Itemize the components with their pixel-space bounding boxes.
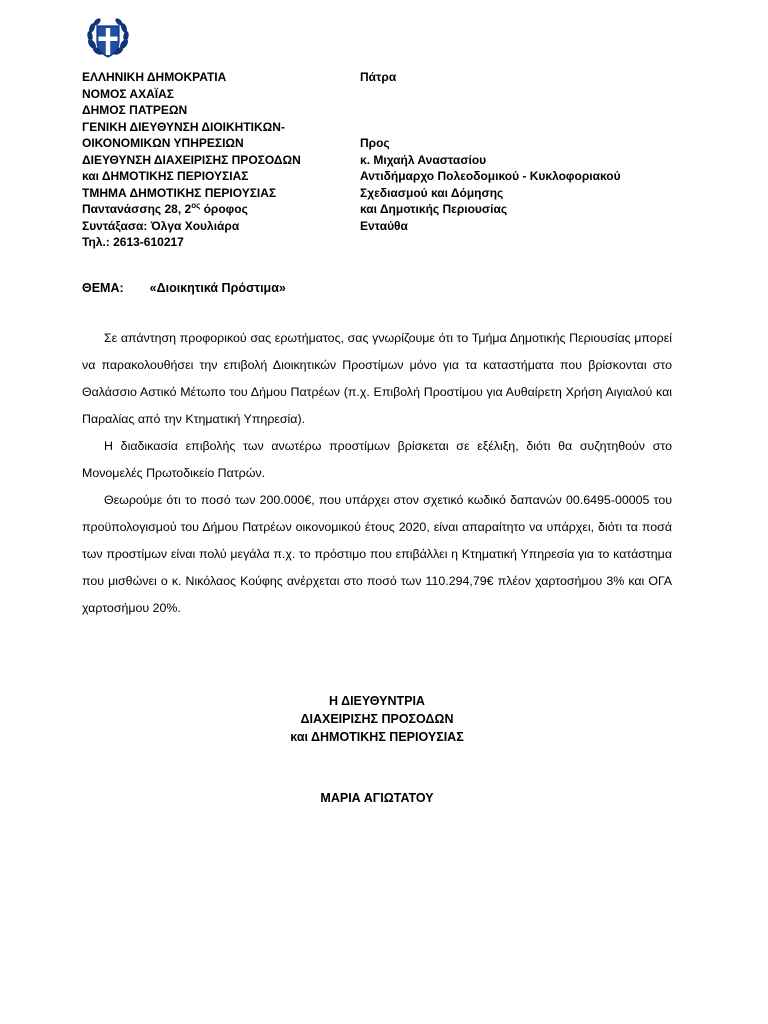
phone-line: Τηλ.: 2613-610217	[82, 235, 184, 249]
letter-body	[82, 325, 672, 622]
header-line: ΓΕΝΙΚΗ ΔΙΕΥΘΥΝΣΗ ΔΙΟΙΚΗΤΙΚΩΝ-	[82, 119, 285, 134]
sender-header	[82, 69, 352, 251]
coat-of-arms-icon	[84, 14, 132, 62]
recipient-header	[360, 69, 680, 234]
header-line: ΔΗΜΟΣ ΠΑΤΡΕΩΝ	[82, 103, 188, 117]
header-line: ΤΜΗΜΑ ΔΗΜΟΤΙΚΗΣ ΠΕΡΙΟΥΣΙΑΣ	[82, 185, 277, 200]
body-paragraph: Η διαδικασία επιβολής των ανωτέρω προστίμων βρίσκεται σε εξέλιξη, διότι θα συζητηθούν στο Μονομελές Πρωτοδικείο Πατρών.	[82, 439, 672, 480]
subject-line	[82, 281, 286, 295]
body-paragraph: Σε απάντηση προφορικού σας ερωτήματος, σας γνωρίζουμε ότι το Τμήμα Δημοτικής Περιουσίας μπορεί να παρακολουθήσει την επιβολή Διοικητικών Προστίμων μόνο για τα καταστήματα που βρίσκονται στο Θαλάσσιο Αστικό Μέτωπο του Δήμου Πατρέων (π.χ. Επιβολή Προστίμου για Αυθαίρετη Χρήση Αιγιαλού και Παραλίας από την Κτηματική Υπηρεσία).	[82, 331, 672, 426]
header-line: ΔΙΕΥΘΥΝΣΗ ΔΙΑΧΕΙΡΙΣΗΣ ΠΡΟΣΟΔΩΝ	[82, 152, 301, 167]
recipient-line: Σχεδιασμού και Δόμησης	[360, 185, 504, 200]
recipient-line: κ. Μιχαήλ Αναστασίου	[360, 152, 487, 167]
address-line: Παντανάσσης 28, $2^{o\varsigma}$ όροφος	[82, 201, 248, 216]
signature-title-line: Η ΔΙΕΥΘΥΝΤΡΙΑ	[329, 694, 425, 708]
signature-title-line: και ΔΗΜΟΤΙΚΗΣ ΠΕΡΙΟΥΣΙΑΣ	[290, 730, 464, 744]
recipient-line: Ενταύθα	[360, 218, 408, 233]
subject-label: ΘΕΜΑ:	[82, 281, 124, 295]
header-line: και ΔΗΜΟΤΙΚΗΣ ΠΕΡΙΟΥΣΙΑΣ	[82, 169, 249, 183]
header-line: ΝΟΜΟΣ ΑΧΑΪΑΣ	[82, 86, 174, 101]
recipient-line: και Δημοτικής Περιουσίας	[360, 202, 508, 216]
body-paragraph: Θεωρούμε ότι το ποσό των 200.000€, που υπάρχει στον σχετικό κωδικό δαπανών 00.6495-00005 του προϋπολογισμού του Δήμου Πατρέων οικονομικού έτους 2020, είναι απαραίτητο να υπάρχει, διότι τα ποσά των προστίμων είναι πολύ μεγάλα π.χ. το πρόστιμο που επιβάλλει η Κτηματική Υπηρεσία για το κατάστημα που μισθώνει ο κ. Νικόλαος Κούφης ανέρχεται στο ποσό των 110.294,79€ πλέον χαρτοσήμου 3% και ΟΓΑ χαρτοσήμου 20%.	[82, 493, 672, 615]
header-line: ΟΙΚΟΝΟΜΙΚΩΝ ΥΠΗΡΕΣΙΩΝ	[82, 136, 244, 150]
signature-block	[82, 692, 672, 746]
recipient-line: Αντιδήμαρχο Πολεοδομικού - Κυκλοφοριακού	[360, 169, 621, 183]
recipient-line: Προς	[360, 136, 390, 150]
signature-title-line: ΔΙΑΧΕΙΡΙΣΗΣ ΠΡΟΣΟΔΩΝ	[300, 712, 454, 726]
author-line: Συντάξασα: Όλγα Χουλιάρα	[82, 218, 240, 233]
subject-title: «Διοικητικά Πρόστιμα»	[149, 281, 286, 295]
signatory-name: ΜΑΡΙΑ ΑΓΙΩΤΑΤΟΥ	[320, 791, 434, 805]
place-label: Πάτρα	[360, 70, 397, 84]
header-line: ΕΛΛΗΝΙΚΗ ΔΗΜΟΚΡΑΤΙΑ	[82, 70, 227, 84]
